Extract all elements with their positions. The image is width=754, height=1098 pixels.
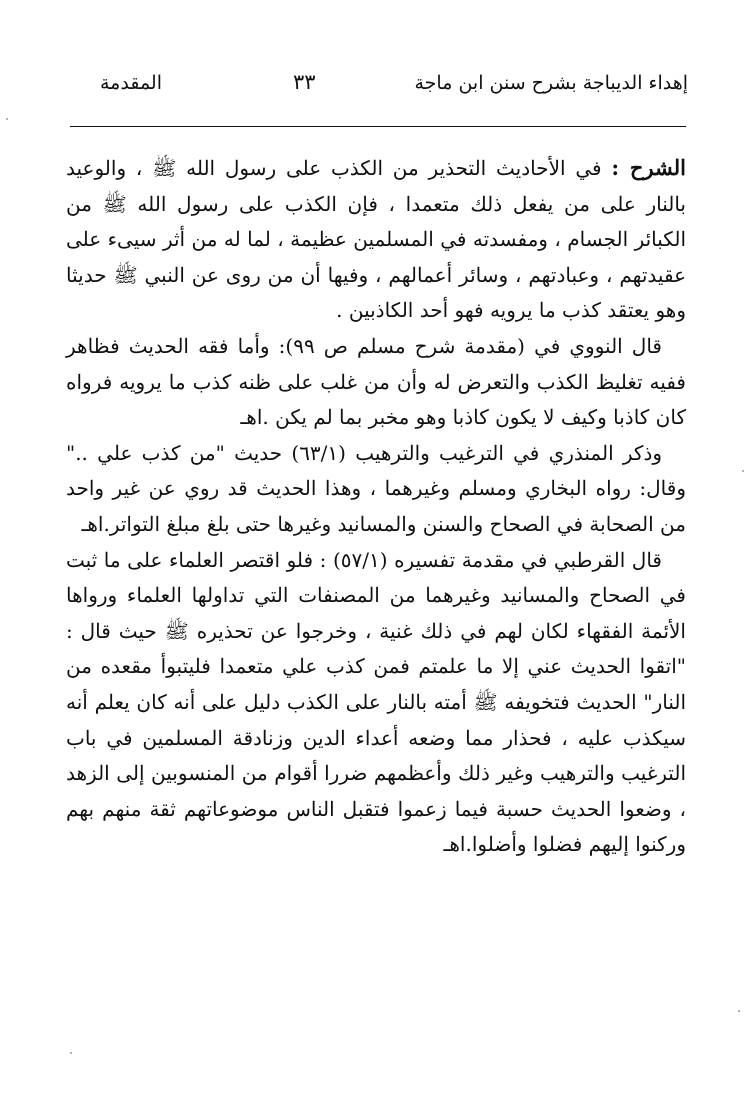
- page-number: ٣٣: [293, 70, 316, 94]
- commentary-label: الشرح :: [611, 155, 686, 180]
- scan-speck: [6, 118, 8, 120]
- main-text: [66, 150, 686, 863]
- running-header: [68, 62, 688, 102]
- scan-speck: [742, 470, 744, 472]
- commentary-text: في الأحاديث التحذير من الكذب على رسول الله ﷺ ، والوعيد بالنار على من يفعل ذلك متعمدا ، فإن الكذب على رسول الله ﷺ من الكبائر الجسام ، ومفسدته في المسلمين عظيمة ، لما له من أثر سيىء على عقيدتهم ، وعبادتهم ، وسائر أعمالهم ، وفيها أن من روى عن النبي ﷺ حديثا وهو يعتقد كذب ما يرويه فهو أحد الكاذبين .: [66, 156, 686, 323]
- paragraph-commentary: [66, 150, 686, 329]
- paragraph-mundhiri: وذكر المنذري في الترغيب والترهيب (٦٣/١) حديث "من كذب علي .." وقال: رواه البخاري ومسلم وغيرهما ، وهذا الحديث قد روي عن غير واحد من الصحابة في الصحاح والسنن والمسانيد وغيرها حتى بلغ مبلغ التواتر.اهـ: [66, 440, 686, 536]
- header-divider: [70, 126, 686, 127]
- scan-speck: [738, 1010, 740, 1012]
- book-title: إهداء الديباجة بشرح سنن ابن ماجة: [414, 72, 688, 94]
- paragraph-qurtubi: قال القرطبي في مقدمة تفسيره (٥٧/١) : فلو اقتصر العلماء على ما ثبت في الصحاح والمسانيد وغيرهما من المصنفات التي تداولها العلماء ورواها الأئمة الفقهاء لكان لهم في ذلك غنية ، وخرجوا عن تحذيره ﷺ حيث قال : "اتقوا الحديث عني إلا ما علمتم فمن كذب علي متعمدا فليتبوأ مقعده من النار" الحديث فتخويفه ﷺ أمته بالنار على الكذب دليل على أنه كان يعلم أنه سيكذب عليه ، فحذار مما وضعه أعداء الدين وزنادقة المسلمين في باب الترغيب والترهيب وغير ذلك وأعظمهم ضررا أقوام من المنسوبين إلى الزهد ، وضعوا الحديث حسبة فيما زعموا فتقبل الناس موضوعاتهم ثقة منهم بهم وركنوا إليهم فضلوا وأضلوا.اهـ: [66, 547, 686, 857]
- scan-speck: [70, 1052, 72, 1054]
- paragraph-nawawi: قال النووي في (مقدمة شرح مسلم ص ٩٩): وأما فقه الحديث فظاهر ففيه تغليظ الكذب والتعرض له وأن من غلب على ظنه كذب ما يرويه فرواه كان كاذبا وكيف لا يكون كاذبا وهو مخبر بما لم يكن .اهـ: [66, 333, 686, 430]
- section-name: المقدمة: [100, 72, 163, 94]
